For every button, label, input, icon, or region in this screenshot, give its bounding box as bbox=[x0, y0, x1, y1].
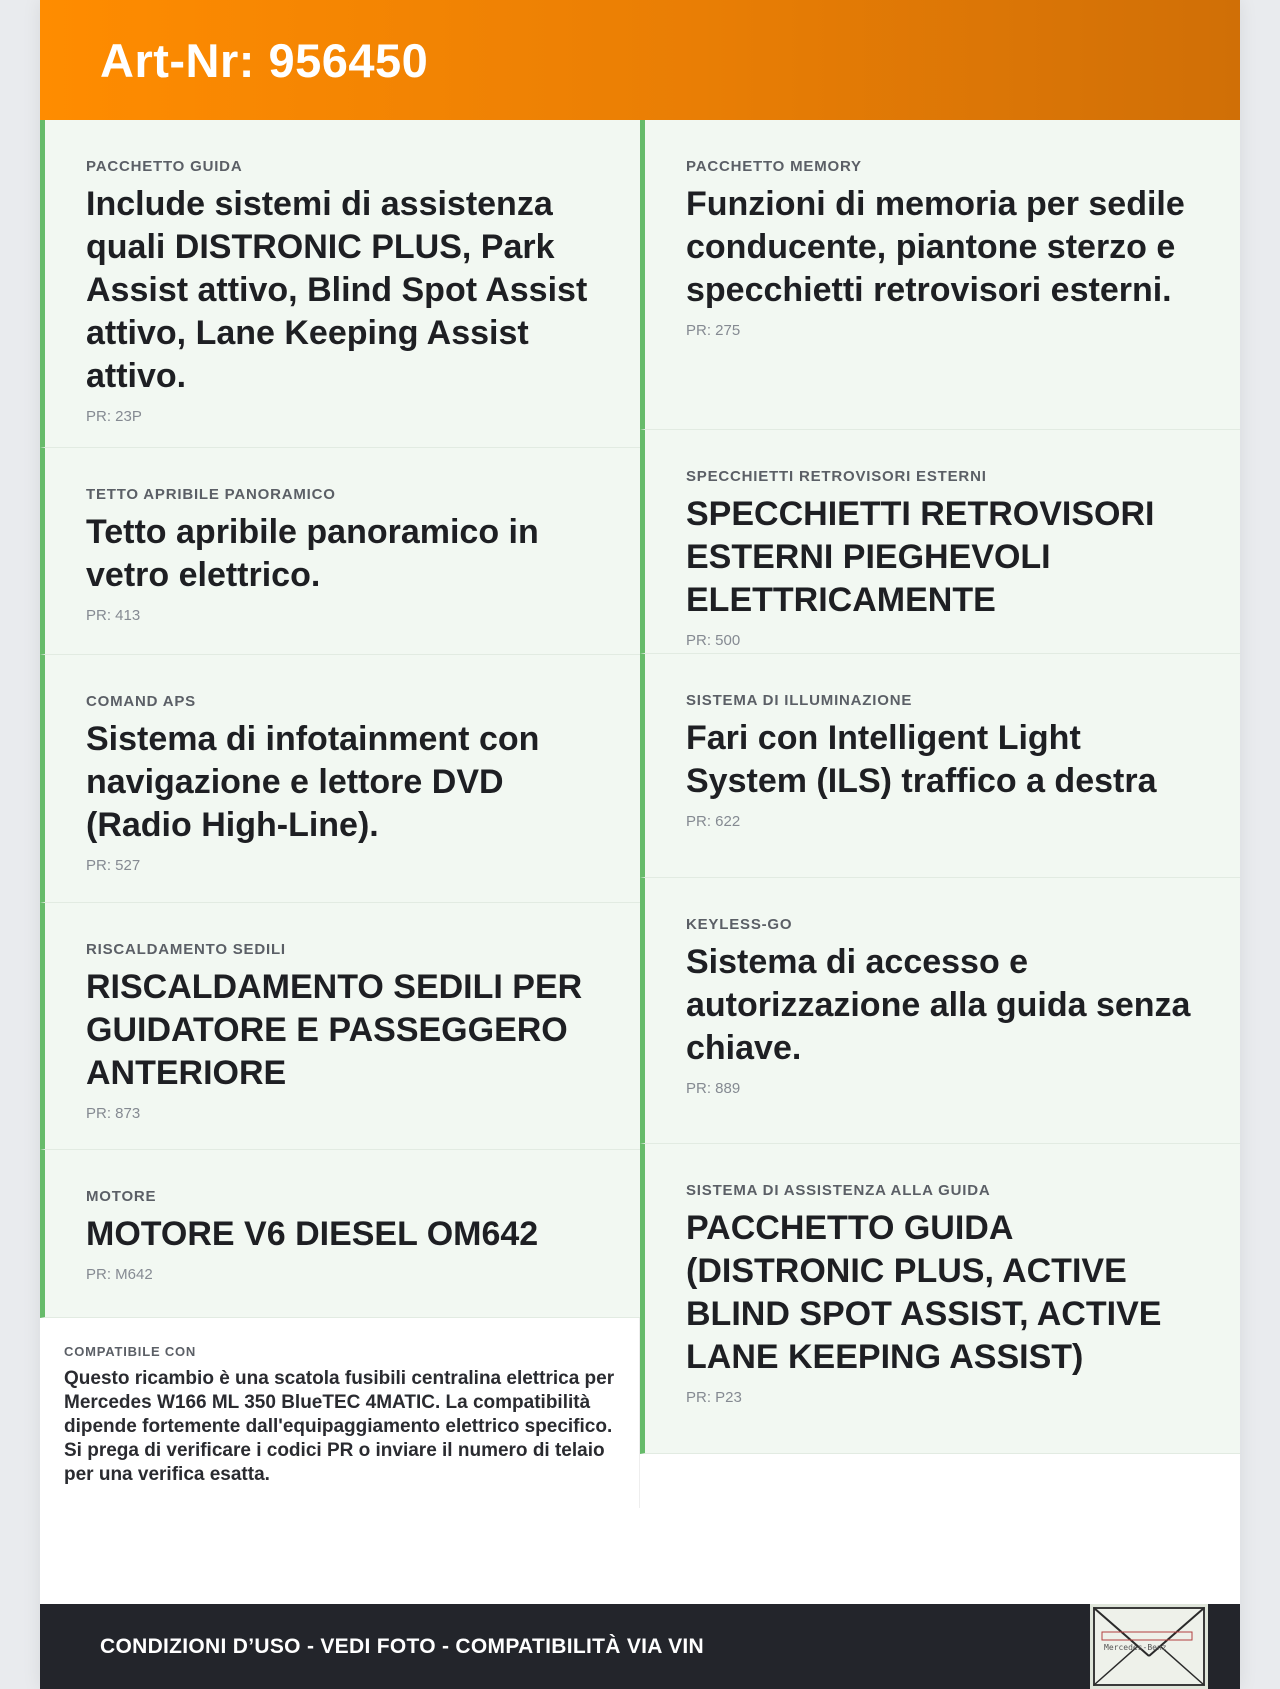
feature-pr-code: PR: M642 bbox=[86, 1266, 153, 1283]
feature-pr-code: PR: P23 bbox=[686, 1389, 742, 1406]
feature-pr-code: PR: 889 bbox=[686, 1080, 741, 1097]
footer-links[interactable]: CONDIZIONI D’USO - VEDI FOTO - COMPATIBILITÀ VIA VIN bbox=[100, 1634, 704, 1658]
feature-description: Tetto apribile panoramico in vetro elettrico. bbox=[86, 513, 539, 594]
feature-pr-code: PR: 527 bbox=[86, 857, 141, 874]
feature-category: PACCHETTO MEMORY bbox=[686, 158, 862, 175]
feature-category: KEYLESS-GO bbox=[686, 916, 793, 933]
feature-description: PACCHETTO GUIDA (DISTRONIC PLUS, ACTIVE BLIND SPOT ASSIST, ACTIVE LANE KEEPING ASSIST) bbox=[686, 1209, 1162, 1376]
feature-category: SISTEMA DI ILLUMINAZIONE bbox=[686, 692, 913, 709]
feature-pr-code: PR: 873 bbox=[86, 1105, 141, 1122]
product-sheet bbox=[40, 0, 1240, 1689]
feature-description: Sistema di infotainment con navigazione e lettore DVD (Radio High-Line). bbox=[86, 720, 540, 844]
footer-bar bbox=[40, 1604, 1240, 1689]
feature-description: Include sistemi di assistenza quali DISTRONIC PLUS, Park Assist attivo, Blind Spot Assist attivo, Lane Keeping Assist attivo. bbox=[86, 185, 588, 395]
feature-pr-code: PR: 413 bbox=[86, 607, 141, 624]
feature-category: TETTO APRIBILE PANORAMICO bbox=[86, 486, 336, 503]
feature-category: SPECCHIETTI RETROVISORI ESTERNI bbox=[686, 468, 987, 485]
feature-card bbox=[640, 1144, 1240, 1454]
feature-category: PACCHETTO GUIDA bbox=[86, 158, 243, 175]
compatibility-box bbox=[40, 1318, 640, 1508]
feature-card bbox=[640, 120, 1240, 430]
header-bar bbox=[40, 0, 1240, 120]
feature-category: MOTORE bbox=[86, 1188, 157, 1205]
vin-label-thumbnail[interactable] bbox=[1090, 1604, 1208, 1689]
right-column bbox=[640, 120, 1240, 1454]
compatibility-text: Questo ricambio è una scatola fusibili centralina elettrica per Mercedes W166 ML 350 BlueTEC 4MATIC. La compatibilità dipende fortemente dall'equipaggiamento elettrico specifico. Si prega di verificare i codici PR o inviare il numero di telaio per una verifica esatta. bbox=[64, 1368, 615, 1485]
feature-card bbox=[640, 654, 1240, 878]
feature-description: Fari con Intelligent Light System (ILS) traffico a destra bbox=[686, 719, 1157, 800]
feature-description: Funzioni di memoria per sedile conducente, piantone sterzo e specchietti retrovisori esterni. bbox=[686, 185, 1185, 309]
feature-card bbox=[40, 1150, 640, 1318]
feature-description: Sistema di accesso e autorizzazione alla guida senza chiave. bbox=[686, 943, 1191, 1067]
feature-card bbox=[40, 448, 640, 655]
feature-pr-code: PR: 500 bbox=[686, 632, 741, 649]
page-title: Art-Nr: 956450 bbox=[100, 33, 429, 87]
feature-grid bbox=[40, 120, 1240, 1604]
compatibility-label: COMPATIBILE CON bbox=[64, 1344, 197, 1359]
feature-card bbox=[40, 655, 640, 903]
feature-card bbox=[40, 120, 640, 448]
feature-pr-code: PR: 622 bbox=[686, 813, 741, 830]
left-column bbox=[40, 120, 640, 1508]
feature-category: COMAND APS bbox=[86, 693, 196, 710]
feature-pr-code: PR: 23P bbox=[86, 408, 142, 425]
feature-card bbox=[40, 903, 640, 1150]
feature-category: SISTEMA DI ASSISTENZA ALLA GUIDA bbox=[686, 1182, 991, 1199]
feature-card bbox=[640, 878, 1240, 1144]
feature-pr-code: PR: 275 bbox=[686, 322, 741, 339]
feature-card bbox=[640, 430, 1240, 654]
feature-description: SPECCHIETTI RETROVISORI ESTERNI PIEGHEVOLI ELETTRICAMENTE bbox=[686, 495, 1155, 619]
feature-description: RISCALDAMENTO SEDILI PER GUIDATORE E PASSEGGERO ANTERIORE bbox=[86, 968, 583, 1092]
stamp-brand-text: Mercedes-Benz bbox=[1104, 1643, 1167, 1652]
feature-category: RISCALDAMENTO SEDILI bbox=[86, 941, 286, 958]
envelope-icon bbox=[1090, 1604, 1208, 1689]
feature-description: MOTORE V6 DIESEL OM642 bbox=[86, 1215, 539, 1253]
